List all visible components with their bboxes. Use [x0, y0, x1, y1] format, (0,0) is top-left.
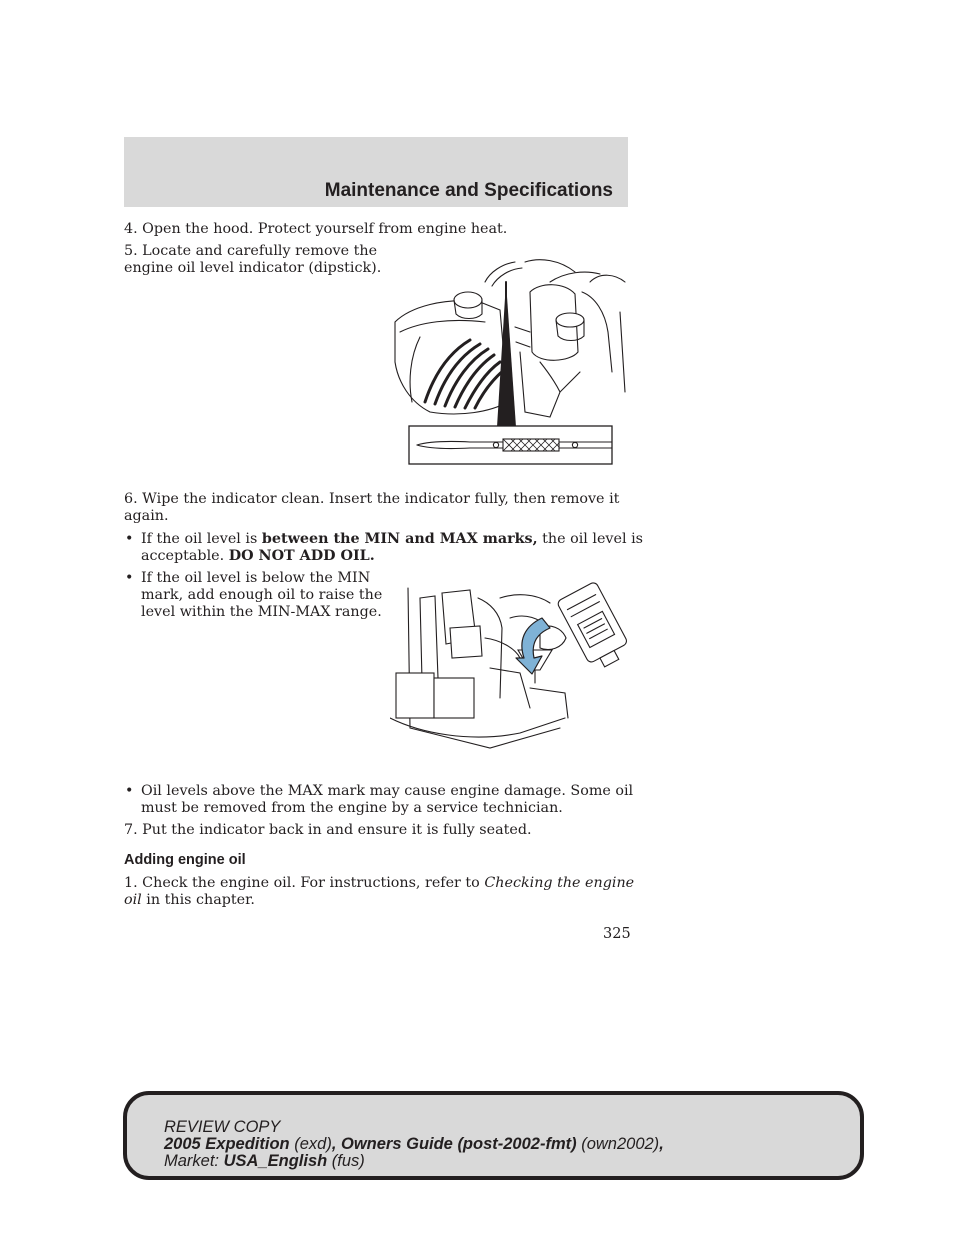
section-title: Maintenance and Specifications: [324, 180, 613, 201]
bullet-oil-level-low: • If the oil level is below the MIN mark, add enough oil to raise the level within the MIN-MAX range.: [125, 570, 383, 620]
section-header-band: [124, 137, 628, 207]
review-copy-footer: [123, 1091, 864, 1180]
step-4: 4. Open the hood. Protect yourself from engine heat.: [124, 221, 508, 237]
step-5-line-1: 5. Locate and carefully remove the: [124, 243, 378, 259]
adding-step-1: 1. Check the engine oil. For instructions, refer to Checking the engine oil in this chapter.: [124, 875, 635, 908]
cross-reference-link: Checking the engine: [484, 875, 635, 891]
step-5-line-2: engine oil level indicator (dipstick).: [124, 260, 382, 276]
page-number: 325: [603, 926, 631, 942]
bullet-marker: •: [125, 531, 134, 547]
dipstick-location-illustration: [390, 252, 630, 467]
step-6-line-1: 6. Wipe the indicator clean. Insert the indicator fully, then remove it: [124, 491, 620, 507]
bullet-marker: •: [125, 783, 134, 799]
bullet-oil-level-high: • Oil levels above the MAX mark may cause engine damage. Some oil must be removed from the engine by a service technician.: [125, 783, 634, 816]
bullet-marker: •: [125, 570, 134, 586]
adding-oil-illustration: [390, 578, 630, 758]
adding-oil-heading: Adding engine oil: [124, 852, 246, 868]
footer-text: REVIEW COPY 2005 Expedition (exd), Owners Guide (post-2002-fmt) (own2002), Market: USA_English (fus): [164, 1118, 664, 1170]
step-7: 7. Put the indicator back in and ensure it is fully seated.: [124, 822, 532, 838]
bullet-oil-level-ok: • If the oil level is between the MIN and MAX marks, the oil level is acceptable. DO NOT ADD OIL.: [125, 531, 643, 564]
step-6-line-2: again.: [124, 508, 169, 524]
